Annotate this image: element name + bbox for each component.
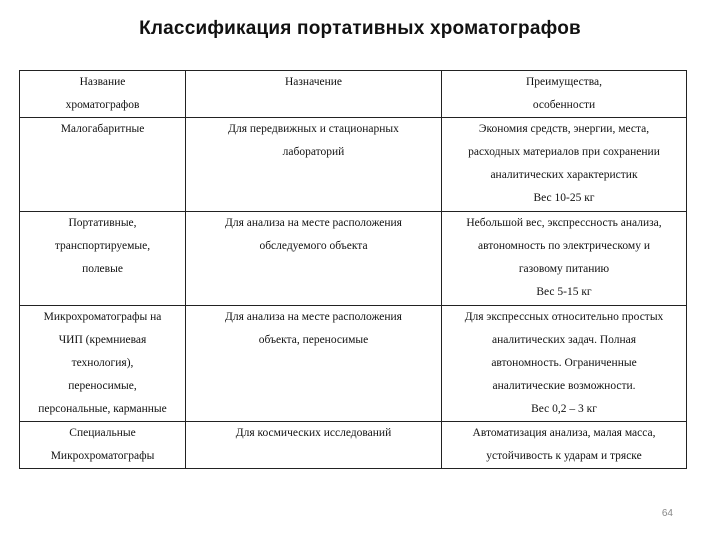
- cell-line: устойчивость к ударам и тряске: [486, 450, 642, 462]
- cell-name: [20, 422, 186, 469]
- cell-line: ЧИП (кремниевая: [58, 334, 147, 346]
- cell-line: переносимые,: [68, 380, 137, 392]
- cell-line: Для анализа на месте расположения: [225, 311, 402, 323]
- cell-line: Вес 5-15 кг: [536, 286, 592, 298]
- cell-line: обследуемого объекта: [259, 240, 368, 252]
- cell-purpose: [186, 422, 442, 469]
- cell-line: Для космических исследований: [235, 427, 392, 439]
- cell-line: Для анализа на месте расположения: [225, 217, 402, 229]
- cell-line: Вес 0,2 – 3 кг: [531, 403, 597, 415]
- header-name-line: хроматографов: [65, 99, 140, 111]
- cell-line: Для экспрессных относительно простых: [464, 311, 664, 323]
- cell-line: аналитических характеристик: [490, 169, 638, 181]
- header-features: [442, 71, 687, 118]
- cell-line: Специальные: [69, 427, 136, 439]
- cell-name: [20, 118, 186, 212]
- header-features-line: особенности: [532, 99, 596, 111]
- table-row: [20, 422, 687, 469]
- cell-line: аналитические возможности.: [492, 380, 636, 392]
- header-purpose-line: Назначение: [284, 76, 343, 88]
- page-title: Классификация портативных хроматографов: [139, 18, 581, 39]
- cell-purpose: [186, 118, 442, 212]
- table-row: [20, 118, 687, 212]
- cell-line: автономность по электрическому и: [477, 240, 650, 252]
- cell-line: Малогабаритные: [60, 123, 145, 135]
- table-row: [20, 306, 687, 422]
- cell-line: Портативные,: [68, 217, 137, 229]
- cell-line: Автоматизация анализа, малая масса,: [472, 427, 656, 439]
- table-header-row: [20, 71, 687, 118]
- cell-line: Небольшой вес, экспрессность анализа,: [466, 217, 662, 229]
- cell-features: [442, 118, 687, 212]
- cell-line: газовому питанию: [518, 263, 610, 275]
- cell-name: [20, 212, 186, 306]
- cell-line: полевые: [82, 263, 123, 275]
- cell-line: транспортируемые,: [54, 240, 151, 252]
- header-features-line: Преимущества,: [526, 76, 602, 88]
- cell-line: Для передвижных и стационарных: [228, 123, 399, 135]
- cell-line: Микрохроматографы: [50, 450, 155, 462]
- classification-table: [19, 70, 687, 469]
- header-purpose: [186, 71, 442, 118]
- cell-features: [442, 422, 687, 469]
- header-name-line: Название: [79, 76, 126, 88]
- cell-line: технология),: [71, 357, 134, 369]
- cell-features: [442, 212, 687, 306]
- cell-purpose: [186, 306, 442, 422]
- cell-features: [442, 306, 687, 422]
- cell-line: Вес 10-25 кг: [533, 192, 595, 204]
- cell-line: Экономия средств, энергии, места,: [478, 123, 650, 135]
- cell-name: [20, 306, 186, 422]
- cell-line: персональные, карманные: [38, 403, 167, 415]
- cell-line: автономность. Ограниченные: [491, 357, 637, 369]
- header-name: [20, 71, 186, 118]
- table-row: [20, 212, 687, 306]
- cell-line: объекта, переносимые: [258, 334, 369, 346]
- cell-line: Микрохроматографы на: [43, 311, 162, 323]
- cell-line: лабораторий: [282, 146, 345, 158]
- page-number: 64: [661, 508, 673, 519]
- cell-line: аналитических задач. Полная: [491, 334, 637, 346]
- cell-line: расходных материалов при сохранении: [468, 146, 660, 158]
- cell-purpose: [186, 212, 442, 306]
